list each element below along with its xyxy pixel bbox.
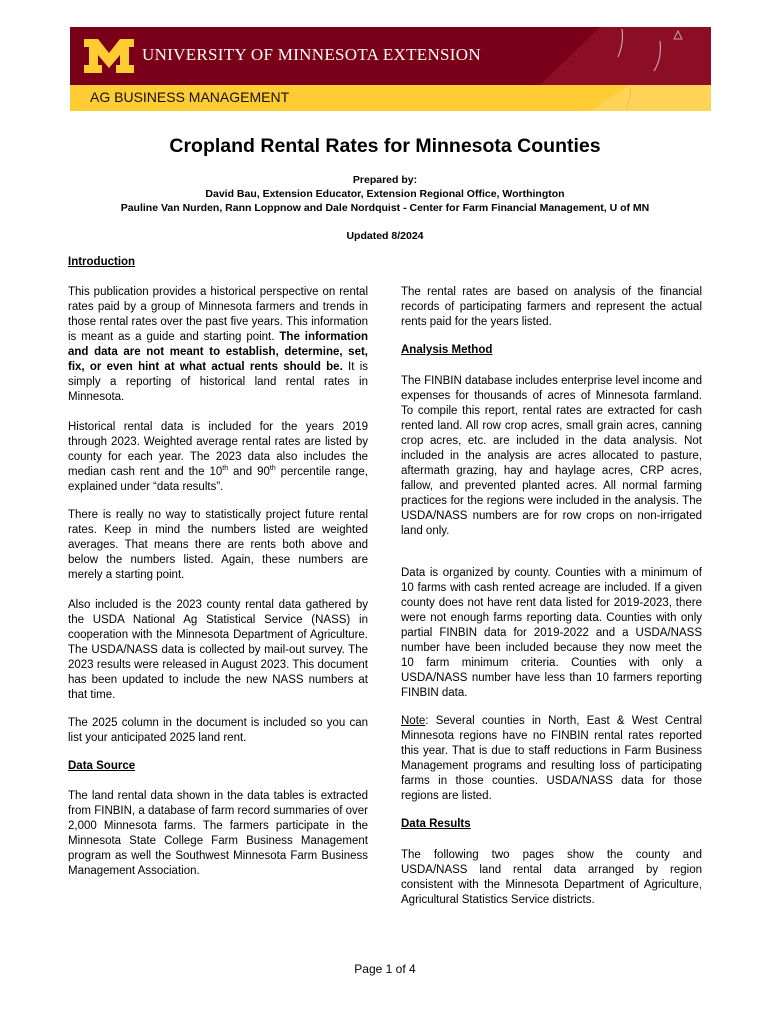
superscript-th-2: th bbox=[269, 465, 276, 473]
analysis-method-heading: Analysis Method bbox=[401, 344, 493, 356]
intro-text-b: It is simply a reporting of historical land rental rates in Minnesota. bbox=[68, 361, 368, 403]
column-2025-paragraph: The 2025 column in the document is included so you can list your anticipated 2025 land rent. bbox=[68, 717, 368, 744]
data-source-heading: Data Source bbox=[68, 760, 136, 772]
historical-data-paragraph bbox=[68, 420, 368, 495]
historical-text-b: and 90 bbox=[228, 466, 270, 478]
block-m-logo-icon bbox=[84, 39, 134, 73]
intro-disclaimer: The information and data are not meant to establish, determine, set, fix, or even hint at what actual rents should be. bbox=[68, 331, 369, 373]
header-banner bbox=[70, 27, 711, 111]
updated-date: Updated 8/2024 bbox=[346, 230, 424, 242]
page-number: Page 1 of 4 bbox=[354, 962, 416, 976]
analysis-method-paragraph: The FINBIN database includes enterprise level income and expenses for thousands of acres of Minnesota farmland. To compile this report, rental rates are extracted for cash rented land. All row crop acres, small grain acres, canning crop acres, etc. are included in the data analysis. Not included in the analysis are acres allocated to pasture, aftermath grazing, hay and haylage acres, CRP acres, fallow, and prevented planted acres. All normal farming practices for the regions were included in the analysis. The USDA/NASS numbers are for row crops on non-irrigated land only. bbox=[401, 375, 702, 537]
university-title: UNIVERSITY OF MINNESOTA EXTENSION bbox=[142, 45, 481, 64]
projection-paragraph: There is really no way to statistically project future rental rates. Keep in mind the numbers listed are weighted averages. That means there are rents both above and below the numbers listed. Again, these numbers are merely a starting point. bbox=[68, 509, 368, 581]
county-organization-paragraph: Data is organized by county. Counties with a minimum of 10 farms with cash rented acreage are included. If a given county does not have rent data listed for 2019-2023, there were not enough farms reporting data. Counties with only partial FINBIN data for 2019-2022 and a USDA/NASS number have been included because they now meet the 10 farm minimum criteria. Counties with only a USDA/NASS number have less than 10 farmers reporting FINBIN data. bbox=[401, 567, 702, 699]
section-label: AG BUSINESS MANAGEMENT bbox=[90, 89, 290, 105]
note-label: Note bbox=[401, 715, 426, 727]
historical-text-c: percentile range, explained under “data results”. bbox=[68, 466, 368, 493]
rental-basis-paragraph: The rental rates are based on analysis of the financial records of participating farmers and represent the actual rents paid for the years listed. bbox=[401, 286, 702, 328]
data-results-heading: Data Results bbox=[401, 818, 471, 830]
superscript-th-1: th bbox=[222, 465, 229, 473]
data-source-paragraph: The land rental data shown in the data tables is extracted from FINBIN, a database of farm record summaries of over 2,000 Minnesota farms. The farmers participate in the Minnesota State College Farm Business Management program as well the Southwest Minnesota Farm Business Management Association. bbox=[68, 790, 368, 877]
intro-paragraph bbox=[68, 285, 368, 405]
historical-text-a: Historical rental data is included for the years 2019 through 2023. Weighted average rental rates are listed by county for each year. The 2023 data also includes the median cash rent and the 10 bbox=[68, 421, 368, 478]
nass-paragraph: Also included is the 2023 county rental data gathered by the USDA National Ag Statistical Service (NASS) in cooperation with the Minnesota Department of Agriculture. The USDA/NASS data is collected by mail-out survey. The 2023 results were released in August 2023. This document has been updated to include the new NASS numbers at that time. bbox=[68, 599, 368, 701]
note-paragraph bbox=[401, 714, 702, 804]
page-title: Cropland Rental Rates for Minnesota Counties bbox=[169, 135, 601, 157]
authors-line-1: David Bau, Extension Educator, Extension Regional Office, Worthington bbox=[205, 188, 565, 200]
introduction-heading: Introduction bbox=[68, 256, 136, 268]
data-results-paragraph: The following two pages show the county and USDA/NASS land rental data arranged by region consistent with the Minnesota Department of Agriculture, Agricultural Statistics Service districts. bbox=[401, 849, 702, 906]
note-text: : Several counties in North, East & West Central Minnesota regions have no FINBIN rental rates reported this year. That is due to staff reductions in Farm Business Management programs and resulting loss of participating farms in those counties. USDA/NASS data for those regions are listed. bbox=[401, 715, 702, 802]
authors-line-2: Pauline Van Nurden, Rann Loppnow and Dale Nordquist - Center for Farm Financial Management, U of MN bbox=[120, 202, 650, 214]
intro-text-a: This publication provides a historical perspective on rental rates paid by a group of Minnesota farmers and trends in those rental rates over the past five years. This information is meant as a guide and starting point. bbox=[68, 286, 368, 343]
prepared-by-label: Prepared by: bbox=[352, 174, 418, 186]
